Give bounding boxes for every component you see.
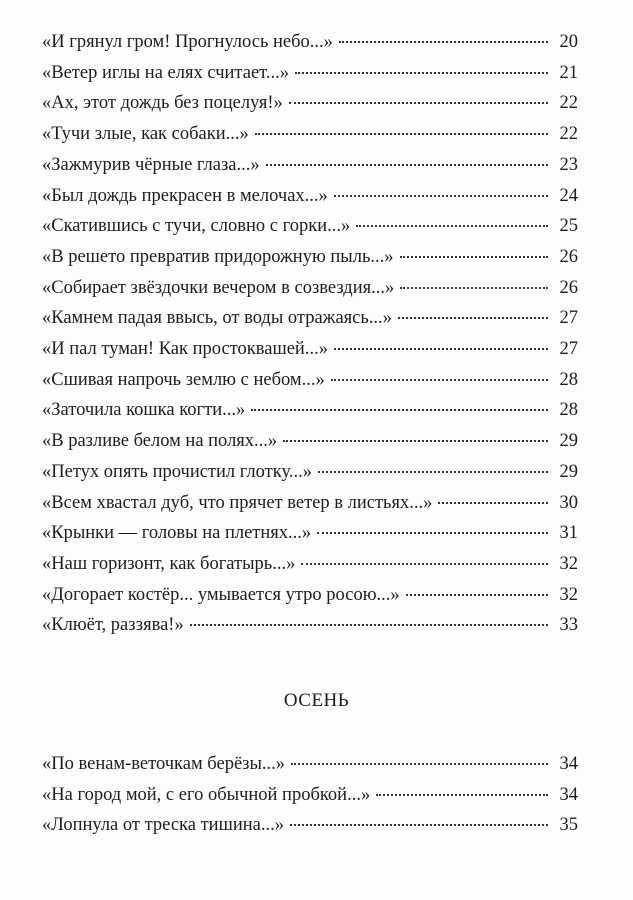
toc-entry-title: «Крынки — головы на плетнях...» bbox=[42, 523, 312, 544]
toc-entry bbox=[42, 552, 578, 576]
dot-leader bbox=[398, 317, 548, 319]
dot-leader bbox=[295, 72, 548, 74]
toc-entry-title: «Наш горизонт, как богатырь...» bbox=[42, 553, 296, 574]
toc-entry-title: «Ах, этот дождь без поцелуя!» bbox=[42, 93, 283, 114]
dot-leader bbox=[334, 348, 548, 350]
toc-entry-page-number: 32 bbox=[559, 584, 578, 605]
dot-leader bbox=[400, 287, 548, 289]
toc-entry-page-number: 25 bbox=[559, 216, 578, 237]
toc-entry-title: «Зажмурив чёрные глаза...» bbox=[42, 154, 260, 175]
dot-leader bbox=[400, 256, 548, 258]
toc-entry-page-number: 28 bbox=[559, 369, 578, 390]
toc-entry-title: «Сшивая напрочь землю с небом...» bbox=[42, 369, 325, 390]
toc-entry bbox=[42, 214, 578, 238]
toc-entry-page-number: 31 bbox=[559, 523, 578, 544]
toc-entry-page-number: 30 bbox=[559, 492, 578, 513]
dot-leader bbox=[255, 133, 548, 135]
toc-entry bbox=[42, 337, 578, 361]
toc-entry bbox=[42, 783, 578, 807]
toc-entry-title: «В разливе белом на полях...» bbox=[42, 431, 278, 452]
toc-entry bbox=[42, 306, 578, 330]
dot-leader bbox=[190, 624, 548, 626]
toc-entry-title: «И пал туман! Как простоквашей...» bbox=[42, 339, 328, 359]
dot-leader bbox=[317, 532, 548, 534]
toc-entry-page-number: 29 bbox=[559, 461, 578, 482]
toc-entry-title: «На город мой, с его обычной пробкой...» bbox=[42, 784, 371, 805]
toc-entry-title: «Собирает звёздочки вечером в созвездия...» bbox=[42, 277, 395, 298]
toc-entry-title: «Заточила кошка когти...» bbox=[42, 400, 246, 421]
toc-entry bbox=[42, 61, 578, 85]
toc-entry-page-number: 20 bbox=[559, 32, 578, 52]
toc-entry bbox=[42, 91, 578, 115]
toc-entry-page-number: 29 bbox=[559, 431, 578, 452]
toc-entry-page-number: 23 bbox=[559, 154, 578, 175]
toc-entry-page-number: 35 bbox=[559, 815, 578, 835]
toc-entry bbox=[42, 368, 578, 392]
toc-entry-title: «И грянул гром! Прогнулось небо...» bbox=[42, 32, 333, 52]
dot-leader bbox=[356, 225, 548, 227]
toc-entry bbox=[42, 245, 578, 269]
toc-entry bbox=[42, 460, 578, 484]
dot-leader bbox=[289, 102, 548, 104]
toc-entry-page-number: 28 bbox=[559, 400, 578, 421]
toc-entry bbox=[42, 491, 578, 515]
toc-entry-title: «Ветер иглы на елях считает...» bbox=[42, 62, 289, 83]
toc-entry-title: «Тучи злые, как собаки...» bbox=[42, 124, 249, 145]
toc-entry bbox=[42, 30, 578, 54]
toc-entry-page-number: 26 bbox=[559, 246, 578, 267]
toc-entry-title: «Лопнула от треска тишина...» bbox=[42, 815, 284, 835]
toc-entry-page-number: 22 bbox=[559, 93, 578, 114]
toc-entry bbox=[42, 752, 578, 776]
toc-entry-page-number: 34 bbox=[559, 784, 578, 805]
toc-entry-title: «Петух опять прочистил глотку...» bbox=[42, 461, 312, 482]
dot-leader bbox=[301, 563, 548, 565]
dot-leader bbox=[376, 794, 548, 796]
toc-entry-page-number: 26 bbox=[559, 277, 578, 298]
toc-entry bbox=[42, 521, 578, 545]
toc-entry-title: «Был дождь прекрасен в мелочах...» bbox=[42, 185, 328, 206]
toc-entry-page-number: 32 bbox=[559, 553, 578, 574]
toc-entry-title: «Скатившись с тучи, словно с горки...» bbox=[42, 216, 351, 237]
section-heading-autumn: ОСЕНЬ bbox=[283, 690, 350, 711]
toc-entry-page-number: 34 bbox=[559, 754, 578, 774]
toc-entry bbox=[42, 184, 578, 208]
dot-leader bbox=[283, 440, 548, 442]
dot-leader bbox=[331, 379, 548, 381]
toc-entry-page-number: 22 bbox=[559, 124, 578, 145]
toc-entry bbox=[42, 398, 578, 422]
toc-entry-title: «Всем хвастал дуб, что прячет ветер в листьях...» bbox=[42, 492, 433, 513]
toc-entry-title: «Камнем падая ввысь, от воды отражаясь...» bbox=[42, 308, 392, 329]
dot-leader bbox=[291, 763, 548, 765]
toc-entry-page-number: 21 bbox=[559, 62, 578, 83]
toc-entry bbox=[42, 429, 578, 453]
toc-entry-page-number: 27 bbox=[559, 308, 578, 329]
toc-entry bbox=[42, 122, 578, 146]
dot-leader bbox=[318, 471, 548, 473]
dot-leader bbox=[339, 41, 548, 43]
dot-leader bbox=[334, 195, 548, 197]
dot-leader bbox=[266, 164, 548, 166]
toc-entry bbox=[42, 153, 578, 177]
toc-entry-page-number: 24 bbox=[559, 185, 578, 206]
toc-entry bbox=[42, 583, 578, 607]
toc-entry-page-number: 27 bbox=[559, 339, 578, 359]
toc-entry-title: «Клюёт, раззява!» bbox=[42, 615, 184, 636]
toc-entry-title: «По венам-веточкам берёзы...» bbox=[42, 754, 286, 774]
toc-entry-title: «Догорает костёр... умывается утро росою...» bbox=[42, 584, 400, 605]
toc-entry bbox=[42, 613, 578, 637]
dot-leader bbox=[406, 594, 548, 596]
dot-leader bbox=[290, 824, 548, 826]
toc-entry bbox=[42, 276, 578, 300]
toc-entry bbox=[42, 813, 578, 837]
toc-entry-title: «В решето превратив придорожную пыль...» bbox=[42, 246, 394, 267]
dot-leader bbox=[438, 502, 548, 504]
dot-leader bbox=[251, 409, 548, 411]
toc-entry-page-number: 33 bbox=[559, 615, 578, 636]
